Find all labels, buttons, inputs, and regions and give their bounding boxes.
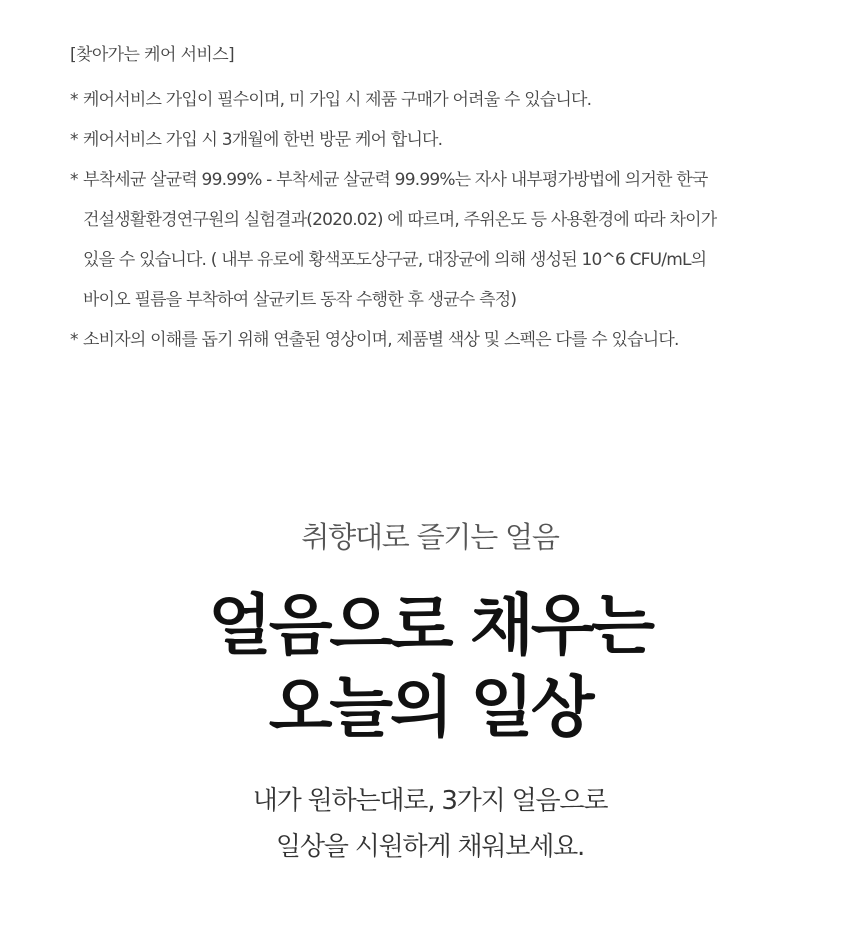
notice-bullet: * <box>70 130 78 150</box>
notice-title: [찾아가는 케어 서비스] <box>70 45 235 65</box>
notice-text: 케어서비스 가입이 필수이며, 미 가입 시 제품 구매가 어려울 수 있습니다. <box>83 90 592 110</box>
hero-description-line-2: 일상을 시원하게 채워보세요. <box>275 832 585 862</box>
notice-text: 소비자의 이해를 돕기 위해 연출된 영상이며, 제품별 색상 및 스펙은 다를 수 있습니다. <box>83 330 679 350</box>
hero-eyebrow: 취향대로 즐기는 얼음 <box>301 520 559 554</box>
notice-item <box>70 320 790 360</box>
hero-headline-line-2: 오늘의 일상 <box>268 669 592 746</box>
hero-headline <box>0 585 860 749</box>
notice-item <box>70 160 790 320</box>
hero-headline-line-1: 얼음으로 채우는 <box>208 587 652 664</box>
notice-text: 케어서비스 가입 시 3개월에 한번 방문 케어 합니다. <box>83 130 443 150</box>
hero-description-line-1: 내가 원하는대로, 3가지 얼음으로 <box>252 786 608 816</box>
notice-bullet: * <box>70 90 78 110</box>
notice-item <box>70 120 790 160</box>
notice-bullet: * <box>70 330 78 350</box>
hero-description <box>0 778 860 870</box>
notice-text: 부착세균 살균력 99.99% - 부착세균 살균력 99.99%는 자사 내부평가방법에 의거한 한국 건설생활환경연구원의 실험결과(2020.02) 에 따르며, 주위온도 등 사용환경에 따라 차이가 있을 수 있습니다. ( 내부 유로에 황색포도상구균, 대장균에 의해 생성된 10^6 CFU/mL의 바이오 필름을 부착하여 살균키트 동작 수행한 후 생균수 측정) <box>83 170 717 310</box>
care-service-notice <box>70 40 790 360</box>
notice-item <box>70 80 790 120</box>
notice-bullet: * <box>70 170 78 190</box>
notice-list <box>70 80 790 360</box>
